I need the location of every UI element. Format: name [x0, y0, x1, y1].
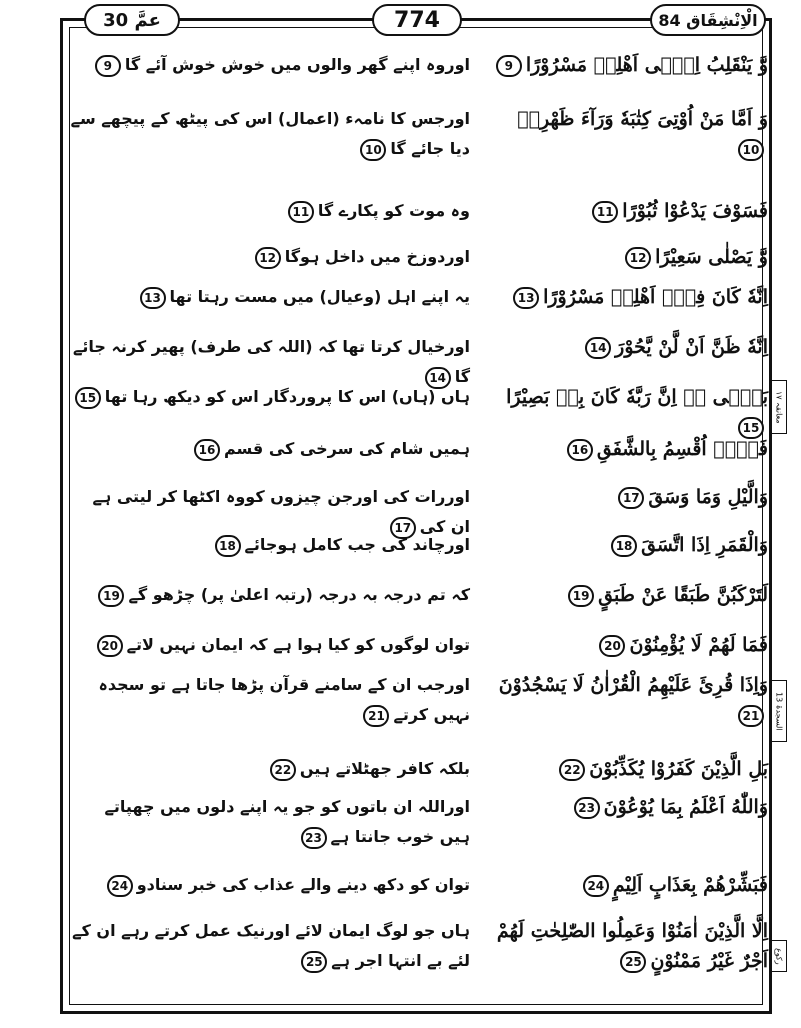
- arabic-verse: فَسَوْفَ يَدْعُوْا ثُبُوْرًا11: [486, 196, 768, 226]
- verse-number-badge: 11: [288, 201, 314, 223]
- verse-number-badge: 18: [215, 535, 241, 557]
- urdu-translation: وہ موت کو پکارے گا11: [70, 196, 470, 226]
- urdu-translation: اورچاند کی جب کامل ہوجائے18: [70, 530, 470, 560]
- arabic-verse: لَتَرْكَبُنَّ طَبَقًا عَنْ طَبَقٍ19: [486, 580, 768, 610]
- verse-number-badge: 21: [363, 705, 389, 727]
- arabic-verse: فَبَشِّرْهُمْ بِعَذَابٍ اَلِيْمٍ24: [486, 870, 768, 900]
- urdu-translation: اوردوزخ میں داخل ہوگا12: [70, 242, 470, 272]
- arabic-verse: بَلٰۤى ۚۛ اِنَّ رَبَّهٗ كَانَ بِهٖ بَصِيْرًا15: [486, 382, 768, 442]
- verse-number-badge: 20: [599, 635, 625, 657]
- verse-number-badge: 9: [95, 55, 121, 77]
- urdu-translation: توان لوگوں کو کیا ہوا ہے کہ ایمان نہیں لاتے20: [70, 630, 470, 660]
- urdu-translation: اورجس کا نامہء (اعمال) اس کی پیٹھ کے پیچھے سے دیا جائے گا10: [70, 104, 470, 164]
- arabic-verse: وَّ يَصْلٰى سَعِيْرًا12: [486, 242, 768, 272]
- verse-number-badge: 21: [738, 705, 764, 727]
- urdu-translation: بلکہ کافر جھٹلاتے ہیں22: [70, 754, 470, 784]
- arabic-verse: وَ اَمَّا مَنْ اُوْتِیَ كِتٰبَهٗ وَرَآءَ ظَهْرِهٖ10: [486, 104, 768, 164]
- side-tab-lower: رکوع: [771, 940, 787, 972]
- side-tab-upper: معانقہ ۱۷: [771, 380, 787, 434]
- urdu-translation: اوراللہ ان باتوں کو جو یہ اپنے دلوں میں چھپاتے ہیں خوب جانتا ہے23: [70, 792, 470, 852]
- verse-number-badge: 23: [574, 797, 600, 819]
- verse-number-badge: 13: [140, 287, 166, 309]
- page-number: 774: [372, 4, 462, 36]
- verse-number-badge: 15: [75, 387, 101, 409]
- verse-number-badge: 24: [107, 875, 133, 897]
- arabic-verse: فَلَاۤ اُقْسِمُ بِالشَّفَقِ16: [486, 434, 768, 464]
- verse-number-badge: 23: [301, 827, 327, 849]
- verse-number-badge: 13: [513, 287, 539, 309]
- arabic-verse: وَاللّٰهُ اَعْلَمُ بِمَا يُوْعُوْنَ23: [486, 792, 768, 822]
- arabic-verse: اِلَّا الَّذِيْنَ اٰمَنُوْا وَعَمِلُوا الصّٰلِحٰتِ لَهُمْ اَجْرٌ غَيْرُ مَمْنُوْنٍ25: [496, 920, 768, 972]
- arabic-verse: بَلِ الَّذِيْنَ كَفَرُوْا يُكَذِّبُوْنَ22: [486, 754, 768, 784]
- verse-number-badge: 11: [592, 201, 618, 223]
- verse-number-badge: 17: [618, 487, 644, 509]
- urdu-translation: کہ تم درجہ بہ درجہ (رتبہ اعلیٰ پر) چڑھو گے19: [70, 580, 470, 610]
- arabic-verse: وَاِذَا قُرِئَ عَلَيْهِمُ الْقُرْاٰنُ لَا يَسْجُدُوْنَ21: [486, 670, 768, 730]
- verse-number-badge: 20: [97, 635, 123, 657]
- urdu-translation: ہاں (ہاں) اس کا پروردگار اس کو دیکھ رہا تھا15: [70, 382, 470, 412]
- verse-number-badge: 12: [255, 247, 281, 269]
- verse-number-badge: 12: [625, 247, 651, 269]
- verse-number-badge: 19: [98, 585, 124, 607]
- verse-number-badge: 10: [360, 139, 386, 161]
- verse-number-badge: 22: [559, 759, 585, 781]
- side-tab-middle: السجدۃ 13: [771, 680, 787, 742]
- verse-number-badge: 14: [425, 367, 451, 389]
- verse-number-badge: 25: [620, 951, 646, 973]
- verse-number-badge: 15: [738, 417, 764, 439]
- juz-label: عمَّ 30: [84, 4, 180, 36]
- verse-number-badge: 22: [270, 759, 296, 781]
- arabic-verse: اِنَّهٗ كَانَ فِیْۤ اَهْلِهٖ مَسْرُوْرًا13: [486, 282, 768, 312]
- verse-number-badge: 10: [738, 139, 764, 161]
- arabic-verse: وَالَّيْلِ وَمَا وَسَقَ17: [486, 482, 768, 512]
- urdu-translation: اوررات کی اورجن چیزوں کووہ اکٹھا کر لیتی ہے ان کی17: [70, 482, 470, 542]
- arabic-verse: وَالْقَمَرِ اِذَا اتَّسَقَ18: [486, 530, 768, 560]
- urdu-translation: ہمیں شام کی سرخی کی قسم16: [70, 434, 470, 464]
- verse-number-badge: 16: [567, 439, 593, 461]
- verse-number-badge: 9: [496, 55, 522, 77]
- verse-number-badge: 24: [583, 875, 609, 897]
- verse-number-badge: 16: [194, 439, 220, 461]
- verse-number-badge: 25: [301, 951, 327, 973]
- verse-number-badge: 17: [390, 517, 416, 539]
- verse-number-badge: 19: [568, 585, 594, 607]
- arabic-verse: فَمَا لَهُمْ لَا يُؤْمِنُوْنَ20: [486, 630, 768, 660]
- arabic-verse: اِنَّهٗ ظَنَّ اَنْ لَّنْ يَّحُوْرَ14: [486, 332, 768, 362]
- urdu-translation: توان کو دکھ دینے والے عذاب کی خبر سنادو24: [70, 870, 470, 900]
- urdu-translation: ہاں جو لوگ ایمان لائے اورنیک عمل کرتے رہے ان کے لئے بے انتہا اجر ہے25: [70, 916, 470, 976]
- arabic-verse: وَّ يَنْقَلِبُ اِلٰۤى اَهْلِهٖ مَسْرُوْرًا9: [486, 50, 768, 80]
- urdu-translation: اوروہ اپنے گھر والوں میں خوش خوش آئے گا9: [70, 50, 470, 80]
- verse-number-badge: 14: [585, 337, 611, 359]
- urdu-translation: اورخیال کرتا تھا کہ (اللہ کی طرف) پھیر کرنہ جائے گا14: [70, 332, 470, 392]
- verse-number-badge: 18: [611, 535, 637, 557]
- urdu-translation: اورجب ان کے سامنے قرآن پڑھا جاتا ہے تو سجدہ نہیں کرتے21: [70, 670, 470, 730]
- urdu-translation: یہ اپنے اہل (وعیال) میں مست رہتا تھا13: [70, 282, 470, 312]
- surah-label: الْاِنْشِقَاق 84: [650, 4, 766, 36]
